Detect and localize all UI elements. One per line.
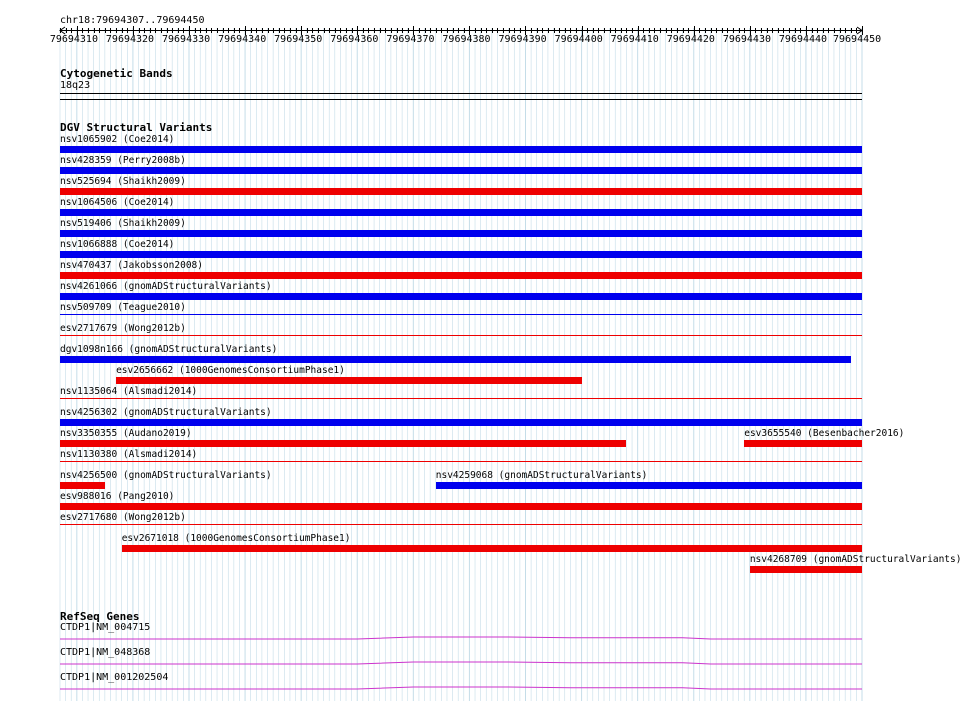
ruler-tick-label: 79694400	[554, 34, 603, 45]
dgv-feature-label[interactable]: esv2717679 (Wong2012b)	[60, 323, 186, 334]
dgv-feature-label[interactable]: esv988016 (Pang2010)	[60, 491, 175, 502]
dgv-feature-label[interactable]: nsv4268709 (gnomADStructuralVariants)	[749, 554, 961, 565]
ruler-tick-label: 79694380	[442, 34, 491, 45]
dgv-feature-bar[interactable]	[60, 482, 105, 489]
ruler-location: chr18:79694307..79694450	[60, 15, 205, 26]
ruler-tick-label: 79694370	[386, 34, 435, 45]
dgv-feature-bar[interactable]	[60, 293, 862, 300]
ruler-tick-label: 79694330	[161, 34, 211, 45]
dgv-feature-label[interactable]: nsv1066888 (Coe2014)	[60, 239, 175, 250]
gene-intron-line	[60, 662, 862, 664]
ruler-tick-label: 79694430	[722, 34, 771, 45]
dgv-track-title[interactable]: DGV Structural Variants	[60, 121, 213, 134]
dgv-feature-bar[interactable]	[744, 440, 862, 447]
dgv-feature-bar[interactable]	[122, 545, 862, 552]
dgv-feature-bar[interactable]	[60, 419, 862, 426]
dgv-feature-line[interactable]	[60, 524, 862, 525]
dgv-feature-label[interactable]: esv3655540 (Besenbacher2016)	[744, 428, 905, 439]
cytoband-rule-bottom	[60, 99, 862, 100]
dgv-feature-line[interactable]	[60, 398, 862, 399]
dgv-feature-bar[interactable]	[116, 377, 581, 384]
dgv-feature-bar[interactable]	[60, 146, 862, 153]
dgv-feature-label[interactable]: esv2717680 (Wong2012b)	[60, 512, 186, 523]
cytoband-label[interactable]: 18q23	[60, 80, 91, 91]
ruler-tick-label: 79694410	[610, 34, 659, 45]
ruler-tick-label: 79694310	[49, 34, 98, 45]
dgv-feature-label[interactable]: nsv3350355 (Audano2019)	[60, 428, 192, 439]
dgv-feature-bar[interactable]	[60, 230, 862, 237]
refseq-gene-label[interactable]: CTDP1|NM_004715	[60, 622, 151, 633]
dgv-feature-label[interactable]: nsv4256302 (gnomADStructuralVariants)	[60, 407, 272, 418]
dgv-feature-bar[interactable]	[60, 209, 862, 216]
dgv-feature-bar[interactable]	[750, 566, 862, 573]
ruler-tick-label: 79694340	[218, 34, 267, 45]
refseq-track-title[interactable]: RefSeq Genes	[60, 610, 140, 623]
dgv-feature-bar[interactable]	[60, 356, 851, 363]
dgv-feature-label[interactable]: nsv509709 (Teague2010)	[60, 302, 186, 313]
dgv-feature-line[interactable]	[60, 335, 862, 336]
cytoband-track-title[interactable]: Cytogenetic Bands	[60, 67, 173, 80]
dgv-feature-label[interactable]: esv2671018 (1000GenomesConsortiumPhase1)	[121, 533, 351, 544]
dgv-feature-label[interactable]: nsv1065902 (Coe2014)	[60, 134, 175, 145]
ruler-tick-label: 79694390	[498, 34, 547, 45]
dgv-feature-label[interactable]: nsv4259068 (gnomADStructuralVariants)	[435, 470, 648, 481]
dgv-feature-label[interactable]: nsv519406 (Shaikh2009)	[60, 218, 186, 229]
dgv-feature-bar[interactable]	[60, 188, 862, 195]
gene-intron-line	[60, 687, 862, 689]
dgv-feature-label[interactable]: nsv1064506 (Coe2014)	[60, 197, 175, 208]
ruler-tick-label: 79694350	[274, 34, 323, 45]
refseq-gene-model[interactable]	[0, 659, 890, 667]
dgv-feature-line[interactable]	[60, 461, 862, 462]
ruler-tick-label: 79694320	[105, 34, 155, 45]
dgv-feature-label[interactable]: esv2656662 (1000GenomesConsortiumPhase1)	[116, 365, 345, 376]
dgv-feature-bar[interactable]	[60, 167, 862, 174]
ruler-tick-label: 79694440	[778, 34, 828, 45]
dgv-feature-label[interactable]: nsv428359 (Perry2008b)	[60, 155, 186, 166]
refseq-gene-model[interactable]	[0, 634, 890, 642]
dgv-feature-label[interactable]: nsv470437 (Jakobsson2008)	[60, 260, 203, 271]
ruler-tick-label: 79694450	[833, 34, 882, 45]
ruler-tick-label: 79694420	[666, 34, 715, 45]
ruler-tick-label: 79694360	[330, 34, 379, 45]
dgv-feature-line[interactable]	[60, 314, 862, 315]
dgv-feature-bar[interactable]	[60, 503, 862, 510]
dgv-feature-label[interactable]: nsv4256500 (gnomADStructuralVariants)	[60, 470, 272, 481]
dgv-feature-label[interactable]: nsv1135064 (Alsmadi2014)	[60, 386, 198, 397]
dgv-feature-bar[interactable]	[436, 482, 862, 489]
dgv-feature-label[interactable]: nsv525694 (Shaikh2009)	[60, 176, 186, 187]
cytoband-rule-top	[60, 93, 862, 94]
dgv-feature-bar[interactable]	[60, 440, 626, 447]
refseq-gene-label[interactable]: CTDP1|NM_048368	[60, 647, 151, 658]
refseq-gene-model[interactable]	[0, 684, 890, 692]
dgv-feature-label[interactable]: dgv1098n166 (gnomADStructuralVariants)	[60, 344, 278, 355]
gene-intron-line	[60, 637, 862, 639]
dgv-feature-label[interactable]: nsv1130380 (Alsmadi2014)	[60, 449, 198, 460]
dgv-feature-label[interactable]: nsv4261066 (gnomADStructuralVariants)	[60, 281, 272, 292]
dgv-feature-bar[interactable]	[60, 251, 862, 258]
refseq-gene-label[interactable]: CTDP1|NM_001202504	[60, 672, 169, 683]
dgv-feature-bar[interactable]	[60, 272, 862, 279]
